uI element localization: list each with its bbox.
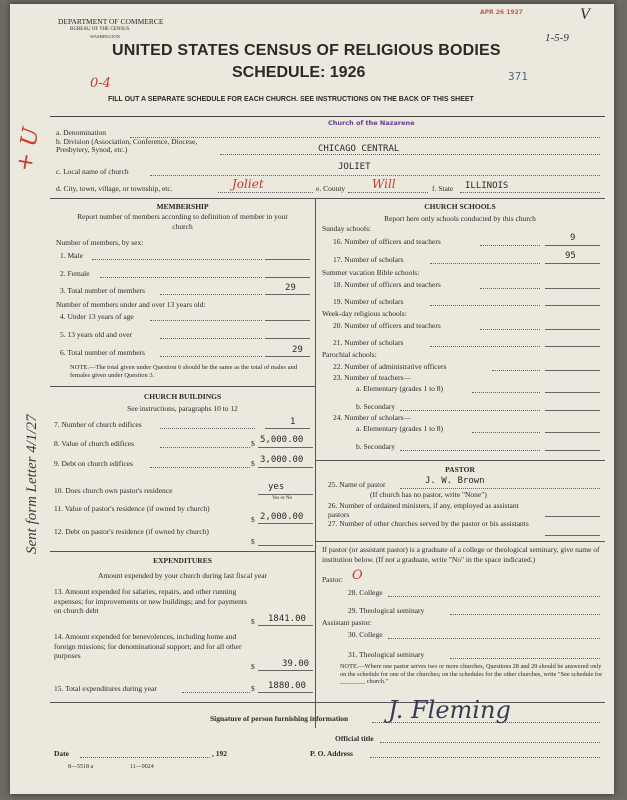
q15-total: 15. Total expenditures during year [54,684,157,693]
q9-value: 3,000.00 [260,455,304,465]
official-title-label: Official title [335,734,374,743]
census-schedule-page: DEPARTMENT OF COMMERCE BUREAU OF THE CENSUS WASHINGTON UNITED STATES CENSUS OF RELIGIOUS BODIES SCHEDULE: 1926 FILL OUT A SEPARATE SCHEDULE FOR EACH CHURCH. SEE INSTRUCTIONS ON THE BACK OF THIS SHEET APR 26 1927 V 1-5-9 371 0-4 + U Sent form Letter 4/1/27 a. Denomination Church of the Nazarene b. Division (Association, Conference, Diocese, Presbytery, Synod, etc.) CHICAGO CENTRAL c. Local name of church JOLIET d. City, town, village, or township, etc. Joliet e. County Will f. State ILLINOIS MEMBERSHIP Report number of members according to definition of member in your church Number of members, by sex: 1. Male 2. Female 3. Total number of members 29 Number of members under and over 13 years old: 4. Under 13 years of age 5. 13 years old and over 6. Total number of members 29 NOTE.—The total given under Question 6 should be the same as the total of males and females given under Question 3. CHURCH BUILDINGS See instructions, paragraphs 10 to 12 7. Number of church edifices 1 8. Value of church edifices $ 5,000.00 9. Debt on church edifices $ 3,000.00 10. Does church own pastor's residence yes Yes or No 11. Value of pastor's residence (if owned by church) $ 2,000.00 12. Debt on pastor's residence (if owned by church) $ EXPENDITURES Amount expended by your church during last fiscal year 13. Amount expended for salaries, repairs, and other running expenses; for improvements or new buildings; and for payments on church debt $ 1841.00 14. Amount expended for benevolences, including home and foreign missions; for denominational support; and for all other purposes $ 39.00 15. Total expenditures during year $ 1880.00 CHURCH SCHOOLS Report here only schools conducted by this church Sunday schools: 16. Number of officers and teachers 9 17. Number of scholars 95 Summer vacation Bible schools: 18. Number of officers and teachers 19. Number of scholars Week-day religious schools: 20. Number of officers and teachers 21. Number of scholars Parochial schools: 22. Number of administrative officers 23. Number of teachers— a. Elementary (grades 1 to 8) b. Secondary 24. Number of scholars— a. Elementary (grades 1 to 8) b. Secondary PASTOR 25. Name of pastor J. W. Brown (If church has no pastor, write "None") 26. Number of ordained ministers, if any, employed as assistant pastors 27. Number of other churches served by the pastor or his assistants If pastor (or assistant pastor) is a graduate of a college or theological seminary, give name of institution below. (If not a graduate, write "No" in the space indicated.) Pastor: O 28. College 29. Theological seminary Assistant pastor: 30. College 31. Theological seminary NOTE.—Where one pastor serves two or more churches, Questions 28 and 29 should be answered only on the schedule for one of the churches; on the schedules for the other churches, write "See schedule for ________ church." Signature of person furnishing information J. Fleming Official title Date , 192 P. O. Address 8—5518 a 11—9024 [10,4,614,794]
denomination-value: Church of the Nazarene [328,119,415,127]
q18-summer-teachers: 18. Number of officers and teachers [333,280,441,289]
under-over-label: Number of members under and over 13 years old: [56,300,206,309]
membership-title: MEMBERSHIP [156,202,209,211]
city-label: d. City, town, village, or township, etc. [56,184,173,193]
pastor-red-mark: O [352,568,363,583]
q30-college: 30. College [348,630,383,639]
q24-scholars: 24. Number of scholars— [333,413,411,422]
schedule-title: SCHEDULE: 1926 [232,64,366,81]
q25-note: (If church has no pastor, write "None") [370,490,487,499]
corner-check-mark: V [580,6,590,23]
q6-value: 29 [292,345,303,355]
weekday-schools-label: Week-day religious schools: [322,309,407,318]
column-divider [315,198,316,728]
q24a-elementary: a. Elementary (grades 1 to 8) [356,424,444,433]
date-label: Date [54,749,69,758]
yes-no-label: Yes or No [272,496,293,501]
red-code: 0-4 [90,76,111,91]
members-by-sex: Number of members, by sex: [56,238,144,247]
q24b-secondary: b. Secondary [356,442,396,451]
q10-value: yes [268,482,285,492]
buildings-title: CHURCH BUILDINGS [143,392,222,401]
q3-total: 3. Total number of members [60,286,145,295]
q1-male: 1. Male [60,251,83,260]
q26-assistant-ministers: 26. Number of ordained ministers, if any, employed as assistant pastors [328,501,519,519]
top-rule [50,116,605,117]
q25-value: J. W. Brown [425,476,485,486]
county-value: Will [372,177,396,191]
form-title: UNITED STATES CENSUS OF RELIGIOUS BODIES [112,42,501,59]
q14-value: 39.00 [282,659,310,669]
po-address-label: P. O. Address [310,749,353,758]
q22-admin-officers: 22. Number of administrative officers [333,362,447,371]
side-handwritten-note: Sent form Letter 4/1/27 [24,414,40,554]
year-label: , 192 [212,749,227,758]
bureau-name: BUREAU OF THE CENSUS [70,27,130,32]
summer-schools-label: Summer vacation Bible schools: [322,268,420,277]
q12-residence-debt: 12. Debt on pastor's residence (if owned by church) [54,527,209,536]
department-name: DEPARTMENT OF COMMERCE [58,17,164,26]
place-name: WASHINGTON [90,34,120,39]
form-number-2: 11—9024 [130,764,154,770]
q7-value: 1 [290,417,296,427]
denomination-label: a. Denomination [56,128,106,137]
local-name-value: JOLIET [338,162,371,172]
q19-summer-scholars: 19. Number of scholars [333,297,404,306]
division-label: b. Division (Association, Conference, Diocese, Presbytery, Synod, etc.) [56,137,198,154]
q7-edifices: 7. Number of church edifices [54,420,142,429]
q28-college: 28. College [348,588,383,597]
q15-value: 1880.00 [268,681,306,691]
q11-residence-value: 11. Value of pastor's residence (if owned by church) [54,504,210,513]
pastor-title: PASTOR [445,465,475,474]
q8-value: 5,000.00 [260,435,304,445]
q13-value: 1841.00 [268,614,306,624]
q11-value: 2,000.00 [260,512,304,522]
corner-code: 1-5-9 [545,32,569,44]
sunday-schools-label: Sunday schools: [322,224,371,233]
division-value: CHICAGO CENTRAL [318,144,400,154]
city-value: Joliet [232,177,264,191]
pastor-subheading: Pastor: [322,575,343,584]
q23b-secondary: b. Secondary [356,402,396,411]
state-value: ILLINOIS [465,181,509,191]
q23a-elementary: a. Elementary (grades 1 to 8) [356,384,444,393]
q20-weekday-teachers: 20. Number of officers and teachers [333,321,441,330]
q29-seminary: 29. Theological seminary [348,606,425,615]
schools-title: CHURCH SCHOOLS [424,202,496,211]
q17-value: 95 [565,251,576,261]
received-date-stamp: APR 26 1927 [480,9,523,16]
membership-intro: Report number of members according to definition of member in your church [77,212,288,231]
q16-sunday-teachers: 16. Number of officers and teachers [333,237,441,246]
q5-over-13: 5. 13 years old and over [60,330,133,339]
q23-teachers: 23. Number of teachers— [333,373,411,382]
q2-female: 2. Female [60,269,90,278]
q6-total: 6. Total number of members [60,348,145,357]
q10-owns-residence: 10. Does church own pastor's residence [54,486,173,495]
schedule-number: 371 [508,70,528,83]
graduate-instruction: If pastor (or assistant pastor) is a graduate of a college or theological seminary, give name of institution below. (If not a graduate, write "No" in the space indicated.) [322,545,600,564]
q8-value-edifices: 8. Value of church edifices [54,439,135,448]
q3-value: 29 [285,283,296,293]
q4-under-13: 4. Under 13 years of age [60,312,134,321]
local-name-label: c. Local name of church [56,167,129,176]
q13-running-expenses: 13. Amount expended for salaries, repairs, and other running expenses; for improvements or new buildings; and for payments on church debt [54,587,247,615]
buildings-intro: See instructions, paragraphs 10 to 12 [127,404,238,413]
separate-schedule-instruction: FILL OUT A SEPARATE SCHEDULE FOR EACH CHURCH. SEE INSTRUCTIONS ON THE BACK OF THIS SHEET [108,96,474,103]
form-number-1: 8—5518 a [68,764,94,770]
q25-pastor-name: 25. Name of pastor [328,480,386,489]
expenditures-intro: Amount expended by your church during last fiscal year [97,571,268,580]
q16-value: 9 [570,233,576,243]
expenditures-title: EXPENDITURES [153,556,212,565]
pastor-note: NOTE.—Where one pastor serves two or more churches, Questions 28 and 29 should be answered only on the schedule for one of the churches; on the schedules for the other churches, write "See schedule for ________ church." [340,663,603,685]
q21-weekday-scholars: 21. Number of scholars [333,338,404,347]
q14-benevolences: 14. Amount expended for benevolences, including home and foreign missions; for denominational support; and for all other purposes [54,632,242,660]
q27-other-churches: 27. Number of other churches served by the pastor or his assistants [328,519,529,528]
membership-note: NOTE.—The total given under Question 6 should be the same as the total of males and females given under Question 3. [70,364,298,379]
state-label: f. State [432,184,454,193]
county-label: e. County [316,184,346,193]
q17-sunday-scholars: 17. Number of scholars [333,255,404,264]
schools-intro: Report here only schools conducted by this church [384,214,536,223]
q31-seminary: 31. Theological seminary [348,650,425,659]
q9-debt-edifices: 9. Debt on church edifices [54,459,133,468]
parochial-schools-label: Parochial schools: [322,350,377,359]
signature-value: J. Fleming [388,696,511,724]
signature-label: Signature of person furnishing information [210,714,349,723]
red-margin-mark: + U [12,125,45,174]
assistant-pastor-subheading: Assistant pastor: [322,618,372,627]
